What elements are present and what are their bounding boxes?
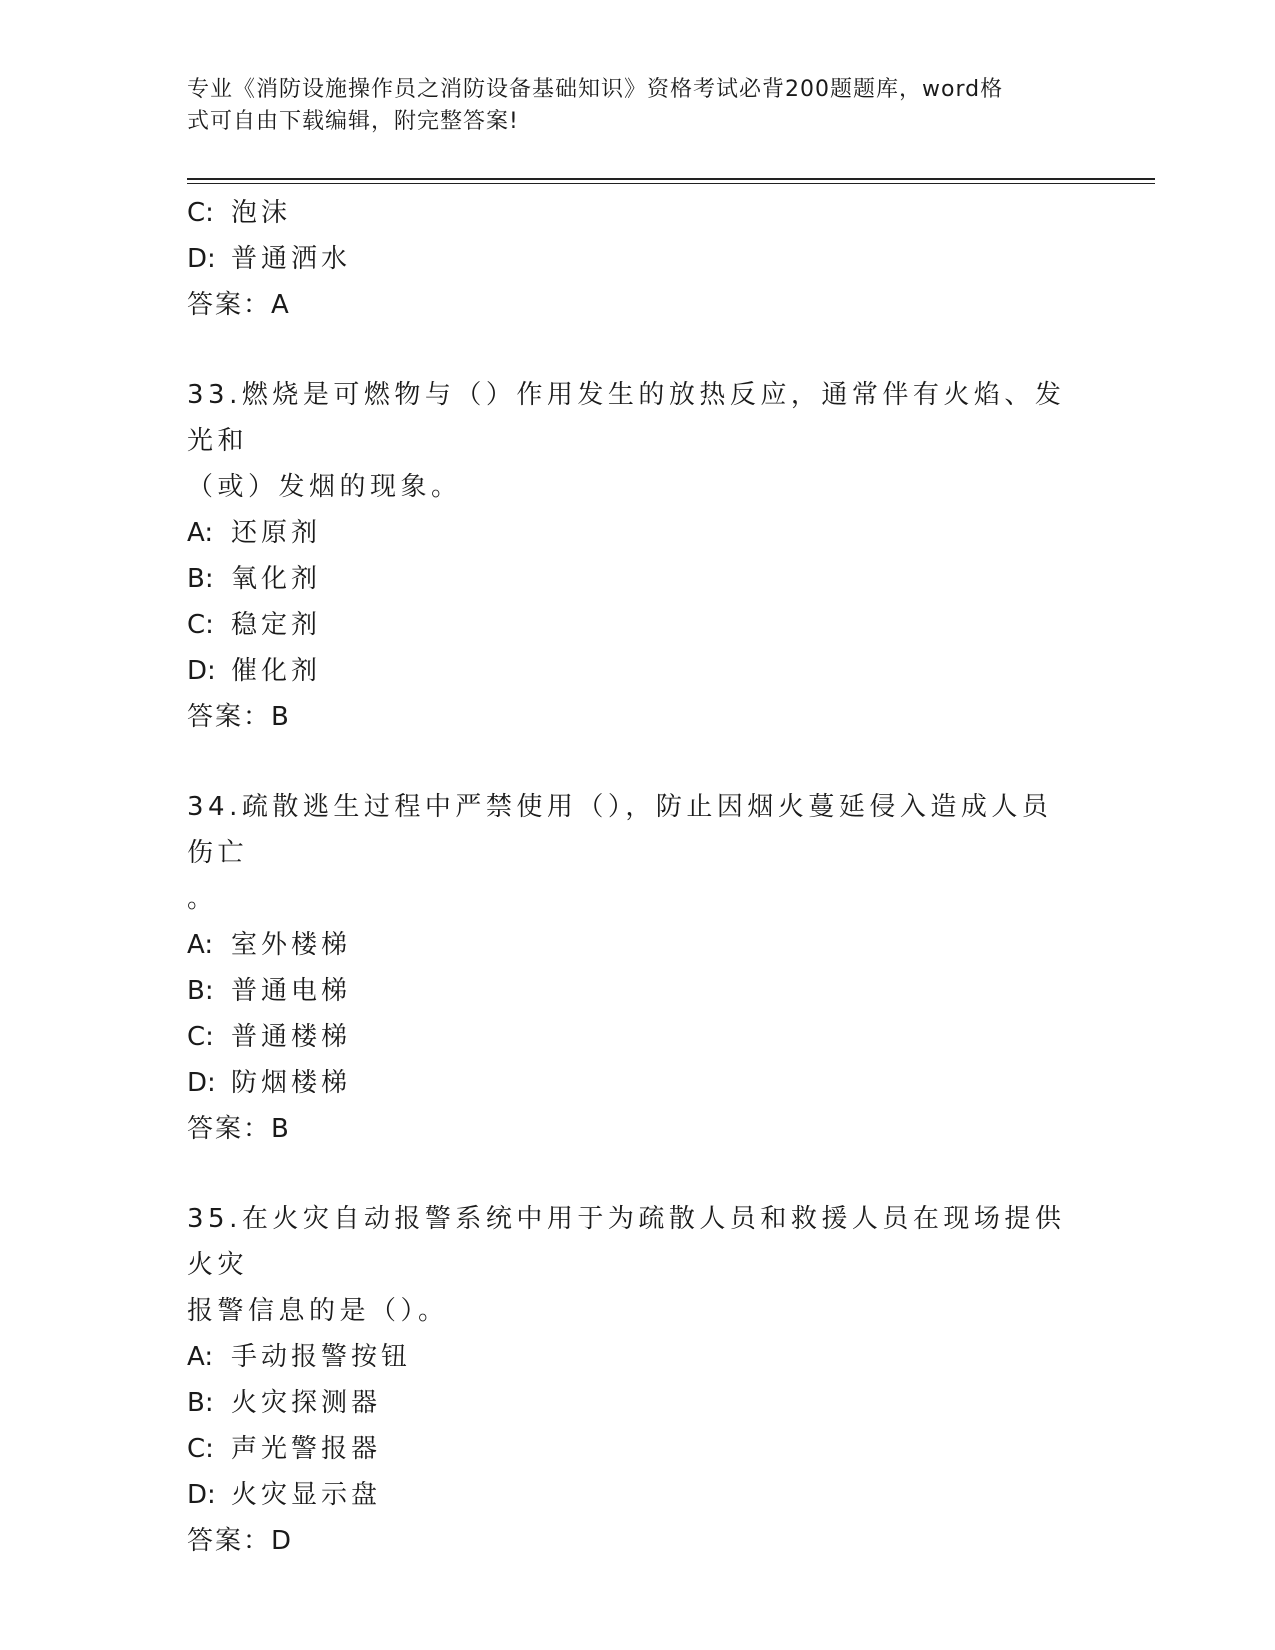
option-text: 还原剂: [231, 518, 322, 548]
option-text: 普通电梯: [231, 976, 352, 1006]
question-33: [187, 372, 1077, 740]
option-key: C:: [187, 610, 214, 640]
question-stem-line: 。: [187, 884, 218, 914]
option-text: 普通楼梯: [231, 1022, 352, 1052]
option-key: A:: [187, 1342, 214, 1372]
option-key: C:: [187, 1434, 214, 1464]
option-a: [187, 922, 1077, 968]
option-a: [187, 510, 1077, 556]
option-text: 手动报警按钮: [231, 1342, 412, 1372]
question-stem: [187, 1196, 1077, 1334]
option-d: [187, 648, 1077, 694]
option-b: [187, 968, 1077, 1014]
option-text: 防烟楼梯: [231, 1068, 352, 1098]
option-key: D:: [187, 244, 216, 274]
option-text: 稳定剂: [231, 610, 322, 640]
option-text: 催化剂: [231, 656, 322, 686]
question-stem-line: 报警信息的是（）。: [187, 1296, 449, 1326]
answer-line: 答案：A: [187, 290, 291, 320]
option-d: [187, 1060, 1077, 1106]
question-stem-line: 35.在火灾自动报警系统中用于为疏散人员和救援人员在现场提供火灾: [187, 1204, 1066, 1280]
option-key: D:: [187, 1480, 216, 1510]
option-key: A:: [187, 930, 214, 960]
option-text: 普通洒水: [231, 244, 352, 274]
option-text: 泡沫: [231, 198, 292, 228]
option-b: [187, 556, 1077, 602]
option-c: [187, 1426, 1077, 1472]
header-line-1: 专业《消防设施操作员之消防设备基础知识》资格考试必背200题题库，word格: [187, 77, 1004, 102]
answer-line: 答案：B: [187, 1114, 291, 1144]
option-key: C:: [187, 198, 214, 228]
question-34: [187, 784, 1077, 1152]
option-d: [187, 1472, 1077, 1518]
option-text: 氧化剂: [231, 564, 322, 594]
option-text: 火灾显示盘: [231, 1480, 382, 1510]
option-key: B:: [187, 1388, 214, 1418]
question-stem: [187, 372, 1077, 510]
document-body: [187, 190, 1077, 1564]
question-stem-line: 33.燃烧是可燃物与（）作用发生的放热反应，通常伴有火焰、发光和: [187, 380, 1066, 456]
option-text: 声光警报器: [231, 1434, 382, 1464]
header-divider: [187, 178, 1155, 184]
option-c: [187, 602, 1077, 648]
question-stem-line: 34.疏散逃生过程中严禁使用（），防止因烟火蔓延侵入造成人员伤亡: [187, 792, 1053, 868]
option-key: C:: [187, 1022, 214, 1052]
carryover-block: [187, 190, 1077, 328]
answer-line: 答案：D: [187, 1526, 294, 1556]
option-b: [187, 1380, 1077, 1426]
question-stem-line: （或）发烟的现象。: [187, 472, 462, 502]
option-key: D:: [187, 656, 216, 686]
option-c: [187, 1014, 1077, 1060]
option-text: 室外楼梯: [231, 930, 352, 960]
option-key: B:: [187, 976, 214, 1006]
answer-line: 答案：B: [187, 702, 291, 732]
document-header: [187, 74, 1067, 138]
question-stem: [187, 784, 1077, 922]
option-text: 火灾探测器: [231, 1388, 382, 1418]
option-c: [187, 190, 1077, 236]
option-d: [187, 236, 1077, 282]
header-line-2: 式可自由下载编辑，附完整答案!: [187, 109, 519, 134]
option-key: B:: [187, 564, 214, 594]
option-key: A:: [187, 518, 214, 548]
question-35: [187, 1196, 1077, 1564]
option-a: [187, 1334, 1077, 1380]
option-key: D:: [187, 1068, 216, 1098]
